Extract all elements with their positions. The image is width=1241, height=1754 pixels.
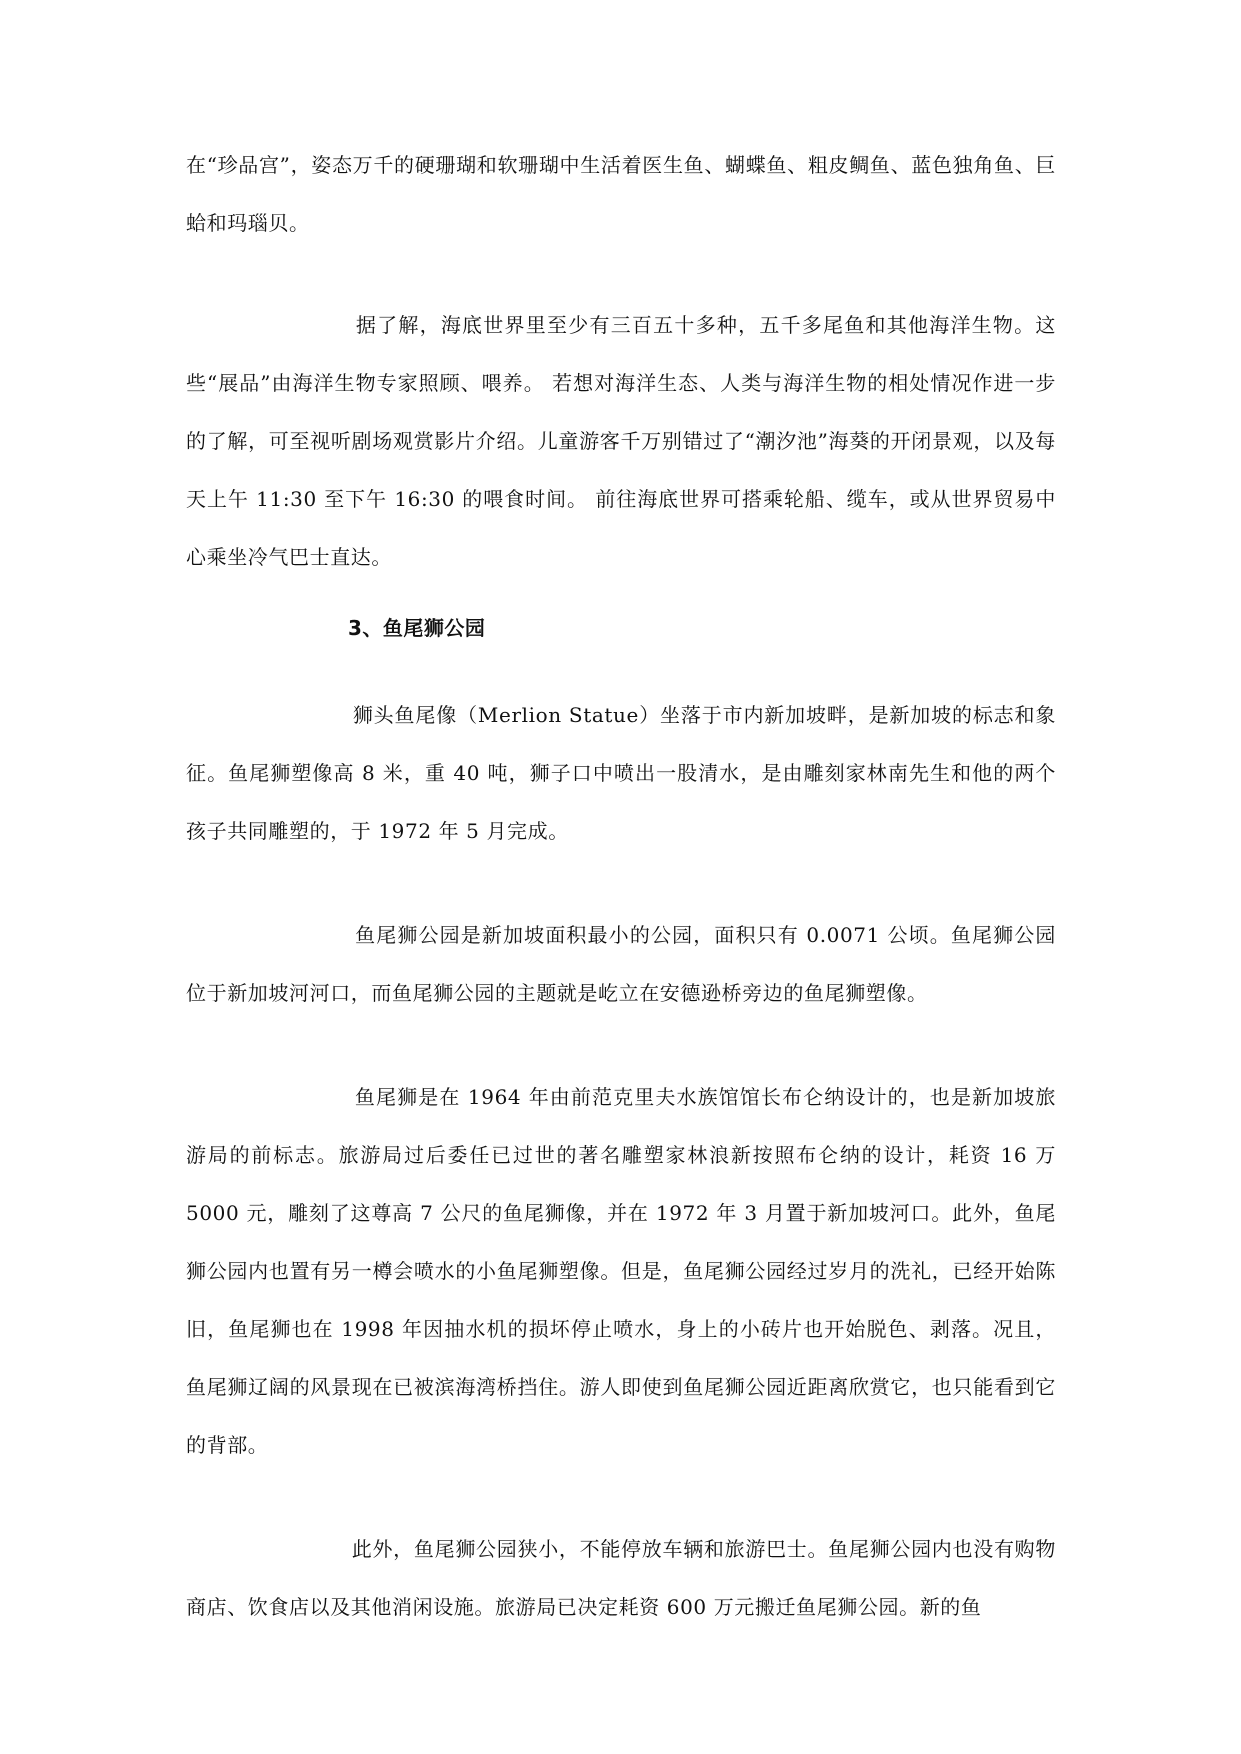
paragraph-merlion-park: 鱼尾狮公园是新加坡面积最小的公园，面积只有 0.0071 公顷。鱼尾狮公园位于新加坡河河口，而鱼尾狮公园的主题就是屹立在安德逊桥旁边的鱼尾狮塑像。: [186, 923, 1056, 1005]
paragraph-merlion-history: 鱼尾狮是在 1964 年由前范克里夫水族馆馆长布仑纳设计的，也是新加坡旅游局的前标志。旅游局过后委任已过世的著名雕塑家林浪新按照布仑纳的设计，耗资 16 万 5000 元，雕刻了这尊高 7 公尺的鱼尾狮像，并在 1972 年 3 月置于新加坡河口。此外，鱼尾狮公园内也置有另一樽会喷水的小鱼尾狮塑像。但是，鱼尾狮公园经过岁月的洗礼，已经开始陈旧，鱼尾狮也在 1998 年因抽水机的损坏停止喷水，身上的小砖片也开始脱色、剥落。况且，鱼尾狮辽阔的风景现在已被滨海湾桥挡住。游人即使到鱼尾狮公园近距离欣赏它，也只能看到它的背部。: [186, 1085, 1063, 1457]
paragraph-coral-palace: 在“珍品宫”，姿态万千的硬珊瑚和软珊瑚中生活着医生鱼、蝴蝶鱼、粗皮鲷鱼、蓝色独角鱼、巨蛤和玛瑙贝。: [186, 153, 1056, 235]
paragraph-relocation: 此外，鱼尾狮公园狭小，不能停放车辆和旅游巴士。鱼尾狮公园内也没有购物商店、饮食店以及其他消闲设施。旅游局已决定耗资 600 万元搬迁鱼尾狮公园。新的鱼: [186, 1537, 1056, 1619]
section-heading: 3、鱼尾狮公园: [348, 616, 486, 640]
paragraph-underwater-world: 据了解，海底世界里至少有三百五十多种，五千多尾鱼和其他海洋生物。这些“展品”由海洋生物专家照顾、喂养。 若想对海洋生态、人类与海洋生物的相处情况作进一步的了解，可至视听剧场观赏影片介绍。儿童游客千万别错过了“潮汐池”海葵的开闭景观，以及每天上午 11:30 至下午 16:30 的喂食时间。 前往海底世界可搭乘轮船、缆车，或从世界贸易中心乘坐冷气巴士直达。: [186, 313, 1056, 569]
paragraph-merlion-statue: 狮头鱼尾像（Merlion Statue）坐落于市内新加坡畔，是新加坡的标志和象征。鱼尾狮塑像高 8 米，重 40 吨，狮子口中喷出一股清水，是由雕刻家林南先生和他的两个孩子共同雕塑的，于 1972 年 5 月完成。: [186, 703, 1056, 843]
